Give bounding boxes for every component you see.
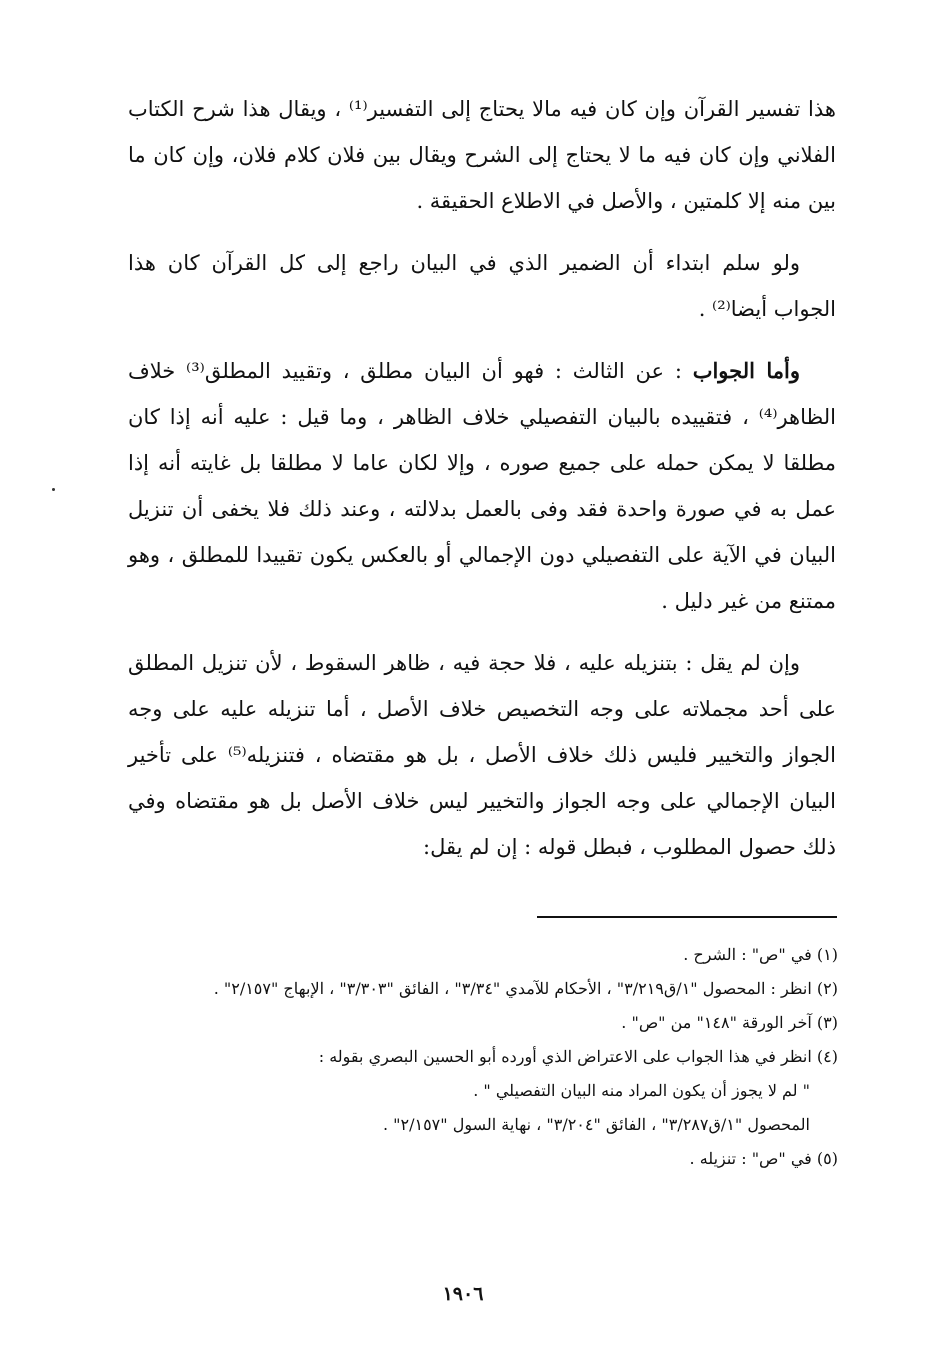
footnotes: [128, 938, 838, 1176]
footnote-1: (١) في "ص" : الشرح .: [683, 945, 838, 964]
paragraph-2-text: ولو سلم ابتداء أن الضمير الذي في البيان راجع إلى كل القرآن كان هذا الجواب أيضا⁽²⁾ .: [128, 251, 836, 321]
footnote-4-quote: " لم لا يجوز أن يكون المراد منه البيان التفصيلي " .: [473, 1081, 810, 1100]
paragraph-2: [128, 240, 836, 332]
paragraph-3-lead: وأما الجواب: [692, 358, 800, 383]
footnote-4: (٤) انظر في هذا الجواب على الاعتراض الذي أورده أبو الحسين البصري بقوله :: [318, 1047, 838, 1066]
footnote-4-sources: المحصول "١/ق٣/٢٨٧" ، الفائق "٣/٢٠٤" ، نهاية السول "٢/١٥٧" .: [382, 1115, 810, 1134]
paragraph-3-text: : عن الثالث : فهو أن البيان مطلق ، وتقييد المطلق⁽³⁾ خلاف الظاهر⁽⁴⁾ ، فتقييده بالبيان التفصيلي خلاف الظاهر ، وما قيل : عليه أنه إذا كان مطلقا لا يمكن حمله على جميع صوره ، وإلا لكان عاما لا مطلقا بل غايته أنه إذا عمل به في صورة واحدة فقد وفى بالعمل بدلالته ، وعند ذلك فلا يخفى أن تنزيل البيان في الآية على التفصيلي دون الإجمالي أو بالعكس يكون تقييدا للمطلق ، وهو ممتنع من غير دليل .: [128, 359, 836, 613]
footnote-3: (٣) آخر الورقة "١٤٨" من "ص" .: [621, 1013, 838, 1032]
paragraph-4: [128, 640, 836, 870]
footnote-5: (٥) في "ص" : تنزيله .: [689, 1149, 838, 1168]
scan-speck: [52, 488, 55, 491]
paragraph-3: [128, 348, 836, 624]
footnote-2: (٢) انظر : المحصول "١/ق٣/٢١٩" ، الأحكام للآمدي "٣/٣٤" ، الفائق "٣/٣٠٣" ، الإبهاج "٢/١٥٧" .: [213, 979, 838, 998]
main-text: [128, 86, 836, 886]
paragraph-4-text: وإن لم يقل : بتنزيله عليه ، فلا حجة فيه ، ظاهر السقوط ، لأن تنزيل المطلق على أحد مجملاته على وجه التخصيص خلاف الأصل ، أما تنزيله عليه على وجه الجواز والتخيير فليس ذلك خلاف الأصل ، بل هو مقتضاه ، فتنزيله⁽⁵⁾ على تأخير البيان الإجمالي على وجه الجواز والتخيير ليس خلاف الأصل بل هو مقتضاه وفي ذلك حصول المطلوب ، فبطل قوله : إن لم يقل:: [128, 651, 836, 859]
page-number: ١٩٠٦: [442, 1283, 484, 1305]
paragraph-1: [128, 86, 836, 224]
paragraph-1-text: هذا تفسير القرآن وإن كان فيه مالا يحتاج إلى التفسير⁽¹⁾ ، ويقال هذا شرح الكتاب الفلاني وإن كان فيه ما لا يحتاج إلى الشرح ويقال بين فلان كلام فلان، وإن كان ما بين منه إلا كلمتين ، والأصل في الاطلاع الحقيقة .: [128, 97, 836, 213]
footnote-divider: [537, 916, 837, 918]
